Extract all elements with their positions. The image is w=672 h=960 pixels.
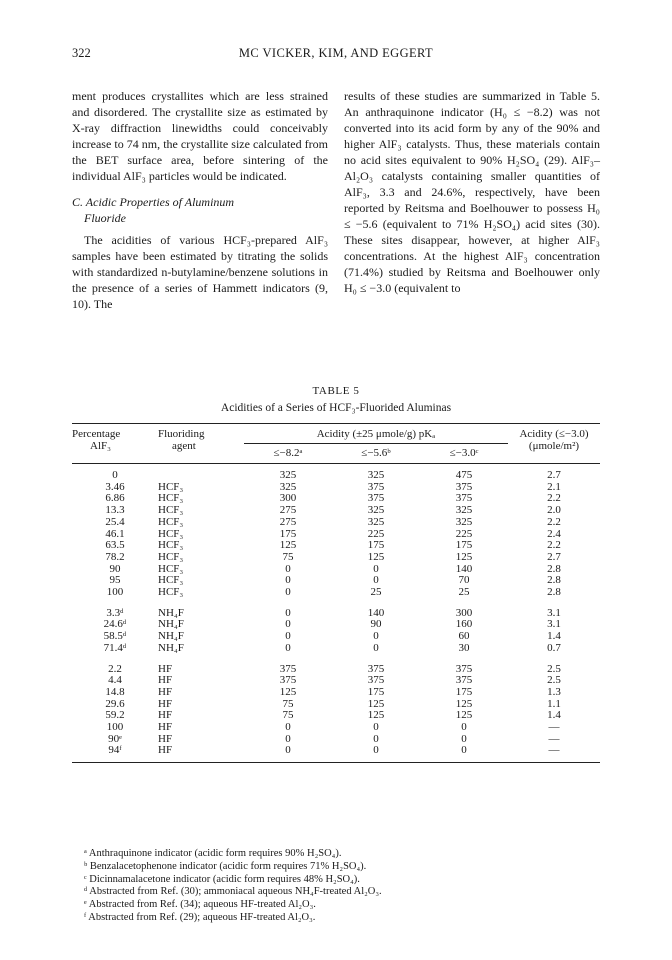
header-agent-line1: Fluoriding: [158, 428, 205, 440]
page-number: 322: [72, 46, 91, 60]
cell-acidity-b: 0: [373, 721, 379, 734]
cell-acidity-b: 90: [370, 618, 382, 631]
cell-acidity-a: 125: [279, 539, 297, 552]
cell-acidity-b: 0: [373, 744, 379, 757]
cell-acidity-area: 3.1: [547, 618, 561, 631]
cell-acidity-a: 75: [282, 550, 294, 563]
table-row: [72, 505, 600, 517]
table-rows: [72, 470, 600, 757]
table-row: [72, 587, 600, 599]
header-agent: [158, 428, 244, 459]
table-footnotes: [84, 848, 584, 925]
cell-acidity-area: 1.1: [547, 697, 561, 710]
cell-agent: HCF₃: [158, 480, 184, 493]
table-row: [72, 482, 600, 494]
header-sub-a: ≤−8.2ᵃ: [273, 447, 303, 459]
cell-agent: NH₄F: [158, 618, 184, 631]
cell-acidity-area: 2.4: [547, 527, 561, 540]
group-spacer: [72, 599, 600, 608]
cell-acidity-a: 325: [279, 480, 297, 493]
cell-agent: HCF₃: [158, 539, 184, 552]
table-row: [72, 552, 600, 564]
cell-acidity-area: 2.1: [547, 480, 561, 493]
cell-percentage: 4.4: [108, 674, 122, 687]
table-row: [72, 608, 600, 620]
cell-percentage: 59.2: [105, 709, 125, 722]
table-row: [72, 493, 600, 505]
table-label: TABLE 5: [312, 385, 360, 397]
cell-agent: NH₄F: [158, 641, 184, 654]
cell-acidity-area: 2.8: [547, 574, 561, 587]
left-column: [72, 88, 328, 312]
cell-acidity-b: 25: [370, 586, 382, 599]
cell-acidity-c: 375: [455, 662, 473, 675]
cell-percentage: 63.5: [105, 539, 125, 552]
cell-acidity-area: 2.7: [547, 550, 561, 563]
cell-percentage: 24.6ᵈ: [103, 618, 127, 631]
running-authors: MC VICKER, KIM, AND EGGERT: [238, 46, 434, 60]
cell-percentage: 2.2: [108, 662, 122, 675]
acidity-table: [72, 423, 600, 763]
table-row: [72, 745, 600, 757]
cell-acidity-c: 475: [455, 469, 473, 481]
cell-acidity-b: 325: [367, 469, 385, 481]
table-row: [72, 631, 600, 643]
cell-acidity-a: 375: [279, 674, 297, 687]
header-agent-line2: agent: [172, 440, 196, 452]
header-acidity-area-line2: (μmole/m²): [528, 440, 580, 452]
cell-acidity-area: 2.2: [547, 539, 561, 552]
header-percentage-line1: Percentage: [72, 428, 121, 440]
table-row: [72, 722, 600, 734]
cell-acidity-area: 3.1: [547, 606, 561, 619]
footnote-c: ᶜ Dicinnamalacetone indicator (acidic form requires 48% H₂SO₄).: [84, 873, 360, 885]
cell-percentage: 0: [112, 469, 118, 481]
cell-acidity-a: 0: [285, 618, 291, 631]
table-row: [72, 564, 600, 576]
cell-acidity-a: 75: [282, 697, 294, 710]
cell-acidity-c: 375: [455, 480, 473, 493]
table-row: [72, 517, 600, 529]
cell-percentage: 29.6: [105, 697, 125, 710]
cell-acidity-area: 1.4: [547, 630, 561, 643]
cell-acidity-b: 325: [367, 504, 385, 517]
right-paragraph-1: results of these studies are summarized in Table 5. An anthraquinone indicator (H₀ ≤ −8.2) was not converted into its acid form by any of the 90% and higher AlF₃ catalysts. Thus, these materials contain no acid sites equivalent to 90% H₂SO₄ (29). AlF₃–Al₂O₃ catalysts containing smaller quantities of AlF₃, 3.3 and 24.6%, respectively, have been reported by Reitsma and Boelhouwer to possess H₀ ≤ −5.6 (equivalent to 71% H₂SO₄) acid sites (30). These sites disappear, however, at higher AlF₃ concentrations. At the highest AlF₃ concentration (71.4%) studied by Reitsma and Boelhouwer only H₀ ≤ −3.0 (equivalent to: [344, 89, 600, 295]
cell-acidity-a: 375: [279, 662, 297, 675]
cell-acidity-a: 0: [285, 732, 291, 745]
cell-percentage: 14.8: [105, 685, 125, 698]
cell-acidity-c: 375: [455, 674, 473, 687]
table-bottom-rule: [72, 762, 600, 763]
cell-agent: HF: [158, 721, 173, 734]
cell-acidity-a: 0: [285, 744, 291, 757]
cell-acidity-area: 1.4: [547, 709, 561, 722]
cell-percentage: 100: [106, 586, 124, 599]
table-header: [72, 428, 600, 459]
cell-percentage: 94ᶠ: [108, 744, 122, 757]
cell-agent: HF: [158, 697, 173, 710]
cell-acidity-c: 125: [455, 697, 473, 710]
cell-agent: NH₄F: [158, 606, 184, 619]
cell-agent: HF: [158, 732, 173, 745]
cell-acidity-area: 2.8: [547, 562, 561, 575]
cell-acidity-b: 375: [367, 662, 385, 675]
table-row: [72, 734, 600, 746]
group-spacer: [72, 655, 600, 664]
cell-acidity-a: 0: [285, 606, 291, 619]
header-acidity-area-line1: Acidity (≤−3.0): [519, 428, 589, 440]
table-row: [72, 540, 600, 552]
cell-percentage: 100: [106, 721, 124, 734]
cell-acidity-a: 0: [285, 630, 291, 643]
footnote-f: ᶠ Abstracted from Ref. (29); aqueous HF-treated Al₂O₃.: [84, 911, 316, 923]
cell-acidity-a: 0: [285, 641, 291, 654]
cell-acidity-area: 2.8: [547, 586, 561, 599]
cell-agent: HCF₃: [158, 527, 184, 540]
cell-acidity-area: 2.5: [547, 674, 561, 687]
cell-acidity-a: 0: [285, 562, 291, 575]
cell-acidity-b: 0: [373, 641, 379, 654]
header-acidity-area: [508, 428, 600, 459]
table-row: [72, 643, 600, 655]
cell-agent: HCF₃: [158, 504, 184, 517]
cell-acidity-a: 0: [285, 721, 291, 734]
table-caption: Acidities of a Series of HCF₃-Fluorided Aluminas: [220, 402, 452, 414]
cell-acidity-b: 325: [367, 515, 385, 528]
cell-acidity-area: 2.2: [547, 492, 561, 505]
footnote-e: ᵉ Abstracted from Ref. (34); aqueous HF-treated Al₂O₃.: [84, 899, 316, 911]
cell-acidity-area: 2.0: [547, 504, 561, 517]
cell-agent: HCF₃: [158, 550, 184, 563]
cell-acidity-b: 0: [373, 630, 379, 643]
cell-percentage: 25.4: [105, 515, 125, 528]
cell-acidity-area: 0.7: [547, 641, 561, 654]
cell-acidity-c: 0: [461, 721, 467, 734]
cell-acidity-c: 175: [455, 539, 473, 552]
header-sub-b: ≤−5.6ᵇ: [361, 447, 391, 459]
cell-acidity-b: 375: [367, 492, 385, 505]
cell-acidity-a: 275: [279, 504, 297, 517]
cell-acidity-b: 125: [367, 550, 385, 563]
cell-acidity-c: 325: [455, 504, 473, 517]
right-column: [344, 88, 600, 312]
cell-percentage: 90ᵉ: [108, 732, 122, 745]
cell-acidity-c: 70: [458, 574, 470, 587]
cell-acidity-area: —: [548, 721, 560, 734]
cell-acidity-a: 75: [282, 709, 294, 722]
cell-acidity-c: 0: [461, 744, 467, 757]
cell-acidity-b: 0: [373, 732, 379, 745]
table-row: [72, 529, 600, 541]
header-percentage-line2: AlF₃: [90, 440, 111, 452]
cell-percentage: 3.3ᵈ: [106, 606, 124, 619]
table-row: [72, 710, 600, 722]
cell-acidity-b: 375: [367, 674, 385, 687]
cell-acidity-a: 175: [279, 527, 297, 540]
cell-acidity-c: 140: [455, 562, 473, 575]
cell-percentage: 13.3: [105, 504, 125, 517]
cell-acidity-b: 175: [367, 539, 385, 552]
cell-agent: HF: [158, 674, 173, 687]
cell-acidity-c: 375: [455, 492, 473, 505]
body-columns: [72, 88, 600, 312]
cell-acidity-c: 160: [455, 618, 473, 631]
cell-acidity-area: —: [548, 744, 560, 757]
footnote-d: ᵈ Abstracted from Ref. (30); ammoniacal aqueous NH₄F-treated Al₂O₃.: [84, 886, 382, 898]
cell-acidity-area: 2.2: [547, 515, 561, 528]
cell-acidity-c: 125: [455, 550, 473, 563]
cell-acidity-b: 125: [367, 697, 385, 710]
cell-acidity-c: 30: [458, 641, 470, 654]
table-row: [72, 470, 600, 482]
cell-acidity-c: 325: [455, 515, 473, 528]
cell-acidity-area: 2.7: [547, 469, 561, 481]
cell-acidity-c: 175: [455, 685, 473, 698]
cell-agent: HF: [158, 709, 173, 722]
table-row: [72, 619, 600, 631]
table-top-rule: [72, 423, 600, 424]
header-sub-c: ≤−3.0ᶜ: [449, 447, 479, 459]
cell-acidity-c: 225: [455, 527, 473, 540]
cell-percentage: 6.86: [105, 492, 125, 505]
cell-percentage: 78.2: [105, 550, 125, 563]
cell-agent: HCF₃: [158, 574, 184, 587]
cell-agent: HCF₃: [158, 492, 184, 505]
cell-percentage: 46.1: [105, 527, 125, 540]
cell-acidity-a: 0: [285, 586, 291, 599]
cell-acidity-c: 60: [458, 630, 470, 643]
left-paragraph-1: ment produces crystallites which are less strained and disordered. The crystallite size as estimated by X-ray diffraction linewidths could conceivably increase to 74 nm, the crystallite size calculated from the BET surface area, before sintering of the individual AlF₃ particles would be indicated.: [72, 89, 328, 183]
table-row: [72, 699, 600, 711]
cell-acidity-c: 125: [455, 709, 473, 722]
cell-percentage: 95: [109, 574, 121, 587]
cell-agent: HCF₃: [158, 562, 184, 575]
header-acidity-span: [244, 428, 508, 447]
section-heading: [72, 194, 328, 226]
cell-acidity-b: 375: [367, 480, 385, 493]
table-body: [72, 470, 600, 757]
header-acidity-span-text: Acidity (±25 μmole/g) pKₐ: [244, 428, 508, 444]
cell-acidity-b: 0: [373, 574, 379, 587]
section-heading-line2: Fluoride: [84, 211, 126, 225]
table-row: [72, 687, 600, 699]
cell-agent: NH₄F: [158, 630, 184, 643]
table-header-rule: [72, 463, 600, 464]
left-paragraph-2: The acidities of various HCF₃-prepared AlF₃ samples have been estimated by titrating the solids with standardized n-butylamine/benzene solutions in the presence of a series of Hammett indicators (9, 10). The: [72, 233, 328, 311]
cell-percentage: 58.5ᵈ: [103, 630, 127, 643]
cell-acidity-a: 325: [279, 469, 297, 481]
footnote-b: ᵇ Benzalacetophenone indicator (acidic form requires 71% H₂SO₄).: [84, 860, 367, 872]
cell-acidity-area: —: [548, 732, 560, 745]
cell-acidity-c: 300: [455, 606, 473, 619]
table-row: [72, 575, 600, 587]
cell-acidity-c: 0: [461, 732, 467, 745]
cell-agent: HCF₃: [158, 586, 184, 599]
cell-acidity-a: 0: [285, 574, 291, 587]
section-heading-line1: C. Acidic Properties of Aluminum: [72, 195, 235, 209]
table-row: [72, 664, 600, 676]
running-header: [72, 46, 600, 64]
cell-percentage: 71.4ᵈ: [103, 641, 127, 654]
cell-acidity-a: 125: [279, 685, 297, 698]
cell-agent: HCF₃: [158, 515, 184, 528]
cell-acidity-b: 125: [367, 709, 385, 722]
table-row: [72, 675, 600, 687]
cell-agent: HF: [158, 744, 173, 757]
cell-acidity-b: 175: [367, 685, 385, 698]
cell-agent: HF: [158, 662, 173, 675]
cell-percentage: 3.46: [105, 480, 125, 493]
cell-acidity-b: 140: [367, 606, 385, 619]
cell-acidity-b: 225: [367, 527, 385, 540]
cell-percentage: 90: [109, 562, 121, 575]
cell-acidity-c: 25: [458, 586, 470, 599]
header-percentage: [72, 428, 158, 459]
cell-agent: HF: [158, 685, 173, 698]
footnote-a: ᵃ Anthraquinone indicator (acidic form requires 90% H₂SO₄).: [84, 848, 342, 859]
cell-acidity-a: 300: [279, 492, 297, 505]
cell-agent: [158, 470, 244, 482]
cell-acidity-area: 1.3: [547, 685, 561, 698]
cell-acidity-b: 0: [373, 562, 379, 575]
cell-acidity-area: 2.5: [547, 662, 561, 675]
cell-acidity-a: 275: [279, 515, 297, 528]
